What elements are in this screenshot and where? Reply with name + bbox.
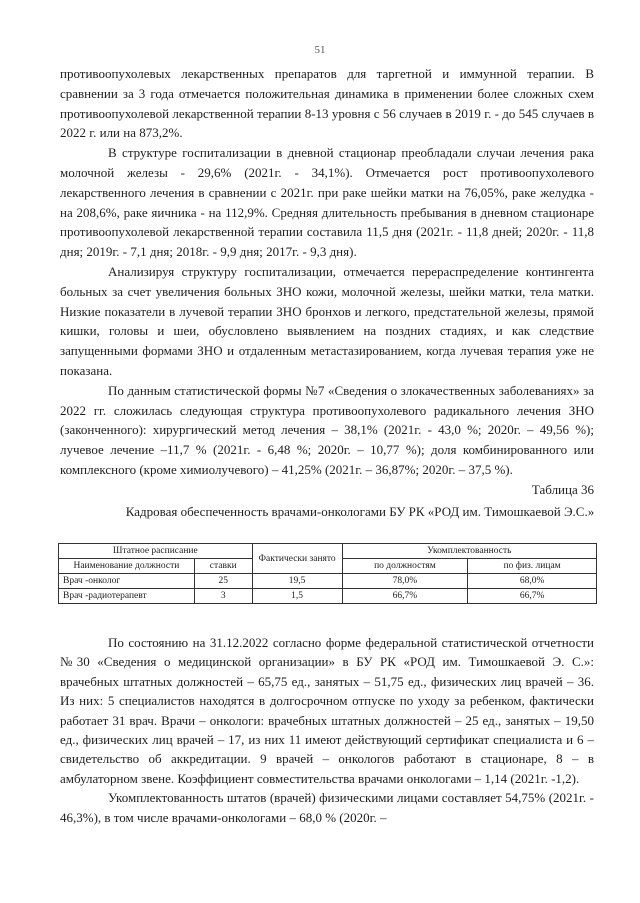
cell-actual: 1,5 [252,589,342,604]
cell-rates: 25 [194,574,252,589]
page-number: 51 [314,44,326,56]
table-title: Кадровая обеспеченность врачами-онкологами БУ РК «РОД им. Тимошкаевой Э.С.» [125,504,595,519]
table-row [59,574,597,589]
header-by-persons: по физ. лицам [468,559,597,574]
cell-position: Врач -онколог [59,574,195,589]
paragraph: Укомплектованность штатов (врачей) физическими лицами составляет 54,75% (2021г. - 46,3%), в том числе врачами-онкологами – 68,0 % (2020г. – [60,790,594,825]
header-staff-schedule: Штатное расписание [59,544,253,559]
header-by-position: по должностям [342,559,468,574]
cell-actual: 19,5 [252,574,342,589]
header-rates: ставки [194,559,252,574]
paragraph: В структуре госпитализации в дневной стационар преобладали случаи лечения рака молочной железы - 29,6% (2021г. - 34,1%). Отмечается рост противоопухолевого лекарственного лечения в сравнении с 2021г. при раке шейки матки на 76,05%, раке желудка - на 208,6%, раке яичника - на 112,9%. Средняя длительность пребывания в дневном стационаре противоопухолевой лекарственной терапии составила 11,5 дня (2021г. - 11,8 дней; 2020г. - 11,8 дня; 2019г. - 7,1 дня; 2018г. - 9,9 дня; 2017г. - 9,3 дня). [60,145,594,260]
header-actual: Фактически занято [252,544,342,574]
table-number: Таблица 36 [531,482,594,497]
paragraph: Анализируя структуру госпитализации, отмечается перераспределение контингента больных за счет увеличения больных ЗНО кожи, молочной железы, шейки матки, тела матки. Низкие показатели в лучевой терапии ЗНО бронхов и легкого, предстательной железы, прямой кишки, головы и шеи, обусловлено выявлением на поздних стадиях, и как следствие запущенными формами ЗНО и отдаленным метастазированием, когда лучевая терапия уже не показана. [60,263,594,378]
cell-by-persons: 68,0% [468,574,597,589]
paragraph: По данным статистической формы №7 «Сведения о злокачественных заболеваниях» за 2022 гг. сложилась следующая структура противоопухолевого радикального лечения ЗНО (законченного): хирургический метод лечения – 38,1% (2021г. - 43,0 %; 2020г. – 49,56 %); лучевое лечение –11,7 % (2021г. - 6,48 %; 2020г. – 10,77 %); доля комбинированного или комплексного (кроме химиолучевого) – 41,25% (2021г. – 36,87%; 2020г. – 37,5 %). [60,382,594,477]
text-block-lower [60,633,594,827]
paragraph: По состоянию на 31.12.2022 согласно форме федеральной статистической отчетности №30 «Сведения о медицинской организации» в БУ РК «РОД им. Тимошкаевой Э. С.»: врачебных штатных должностей – 65,75 ед., занятых – 51,75 ед., физических лиц врачей – 36. Из них: 5 специалистов находятся в долгосрочном отпуске по уходу за ребенком, фактически работает 31 врач. Врачи – онкологи: врачебных штатных должностей – 25 ед., занятых – 19,50 ед., физических лиц врачей – 17, из них 11 имеют действующий сертификат специалиста и 6 – свидетельство об аккредитации. 9 врачей – онкологов работают в стационаре, 8 – в амбулаторном звене. Коэффициент совместительства врачами онкологами – 1,14 (2021г. -1,2). [60,635,594,786]
staffing-table [58,543,597,604]
text-block-upper [60,64,594,480]
header-staffing: Укомплектованность [342,544,596,559]
table-header-row [59,544,597,559]
paragraph: противоопухолевых лекарственных препаратов для таргетной и иммунной терапии. В сравнении за 3 года отмечается положительная динамика в применении более сложных схем противоопухолевой лекарственной терапии 8-13 уровня с 56 случаев в 2019 г. - до 545 случаев в 2022 г. или на 873,2%. [60,66,594,141]
cell-by-position: 66,7% [342,589,468,604]
table-row [59,589,597,604]
cell-by-persons: 66,7% [468,589,597,604]
cell-by-position: 78,0% [342,574,468,589]
cell-rates: 3 [194,589,252,604]
cell-position: Врач -радиотерапевт [59,589,195,604]
header-position-name: Наименование должности [59,559,195,574]
